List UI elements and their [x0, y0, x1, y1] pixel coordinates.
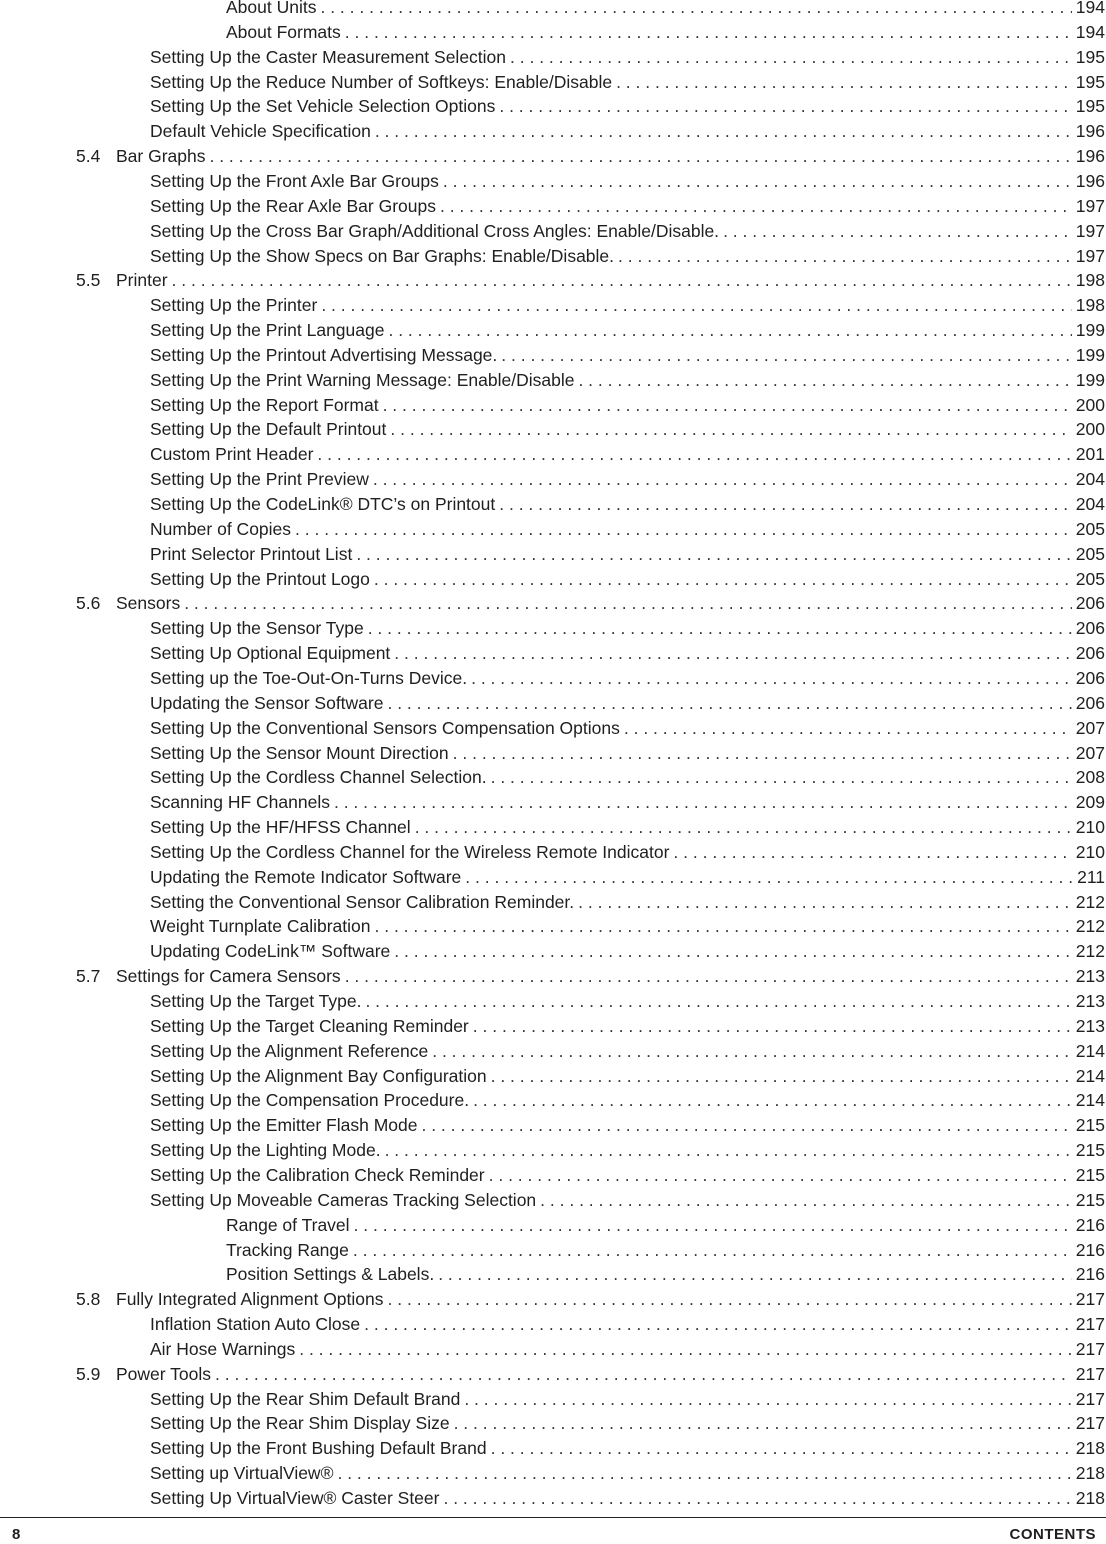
toc-entry-title: Fully Integrated Alignment Options — [116, 1289, 384, 1310]
toc-dot-leader — [334, 790, 1072, 815]
toc-entry[interactable] — [226, 1213, 1105, 1238]
toc-entry[interactable] — [150, 94, 1105, 119]
footer-page-number: 8 — [12, 1526, 21, 1543]
toc-page-number: 217 — [1075, 1413, 1105, 1434]
toc-page-number: 213 — [1075, 966, 1105, 987]
toc-page-number: 212 — [1075, 941, 1105, 962]
toc-page-number: 217 — [1075, 1388, 1105, 1409]
toc-dot-leader — [489, 1163, 1072, 1188]
toc-entry-title: Setting Up VirtualView® Caster Steer — [150, 1488, 440, 1508]
toc-entry[interactable] — [150, 119, 1105, 144]
toc-dot-leader — [394, 641, 1072, 666]
toc-entry-title: Inflation Station Auto Close — [150, 1314, 361, 1335]
toc-page-number: 210 — [1075, 817, 1105, 838]
toc-entry-title: Setting Up the HF/HFSS Channel — [150, 817, 411, 838]
toc-page-number: 210 — [1075, 841, 1105, 862]
toc-dot-leader — [454, 1411, 1072, 1436]
toc-dot-leader — [415, 815, 1072, 840]
toc-entry-title: Setting Up the Front Axle Bar Groups — [150, 170, 439, 191]
toc-dot-leader — [345, 964, 1072, 989]
toc-entry[interactable] — [150, 318, 1105, 343]
toc-dot-leader — [473, 1088, 1072, 1113]
toc-dot-leader — [368, 616, 1072, 641]
toc-entry[interactable] — [150, 616, 1105, 641]
toc-page-number: 209 — [1075, 792, 1105, 813]
toc-page-number: 198 — [1075, 295, 1105, 316]
toc-dot-leader — [364, 1312, 1072, 1337]
toc-dot-leader — [388, 318, 1071, 343]
toc-entry-title: Setting Up the Print Preview — [150, 469, 369, 490]
toc-dot-leader — [356, 542, 1071, 567]
toc-entry-title: Setting Up the Target Type. — [150, 991, 362, 1011]
toc-entry[interactable] — [150, 219, 1105, 244]
toc-dot-leader — [317, 442, 1071, 467]
toc-dot-leader — [618, 244, 1072, 269]
toc-entry[interactable] — [150, 393, 1105, 418]
toc-entry-title: Setting Up the Rear Shim Default Brand — [150, 1388, 461, 1409]
toc-entry-title: Setting Up the Set Vehicle Selection Options — [150, 96, 496, 117]
toc-entry-title: Range of Travel — [226, 1214, 350, 1235]
toc-dot-leader — [465, 865, 1073, 890]
toc-dot-leader — [388, 1287, 1072, 1312]
toc-entry[interactable] — [150, 1312, 1105, 1337]
toc-entry[interactable] — [150, 194, 1105, 219]
toc-entry[interactable] — [150, 1014, 1105, 1039]
toc-entry[interactable] — [226, 0, 1105, 20]
toc-dot-leader — [723, 219, 1072, 244]
toc-entry[interactable] — [150, 293, 1105, 318]
toc-entry[interactable] — [150, 1113, 1105, 1138]
toc-entry[interactable] — [226, 1238, 1105, 1263]
toc-page-number: 195 — [1075, 71, 1105, 92]
toc-dot-leader — [394, 939, 1072, 964]
toc-entry-title: Setting Up the Print Warning Message: Enable/Disable — [150, 369, 575, 390]
toc-dot-leader — [491, 1064, 1072, 1089]
toc-entry[interactable] — [150, 914, 1105, 939]
toc-entry-title: Setting Up the Alignment Reference — [150, 1040, 429, 1061]
toc-page-number: 213 — [1075, 991, 1105, 1011]
toc-dot-leader — [387, 691, 1071, 716]
toc-dot-leader — [299, 1337, 1072, 1362]
toc-entry[interactable] — [150, 1188, 1105, 1213]
toc-entry[interactable] — [150, 865, 1105, 890]
toc-section-number: 5.9 — [76, 1363, 101, 1384]
toc-dot-leader — [337, 1461, 1071, 1486]
toc-dot-leader — [578, 368, 1071, 393]
toc-entry-title: Sensors — [116, 593, 181, 614]
toc-entry[interactable] — [150, 1163, 1105, 1188]
toc-entry-title: Setting up the Toe-Out-On-Turns Device. — [150, 667, 468, 688]
toc-entry[interactable] — [150, 517, 1105, 542]
toc-page-number: 217 — [1075, 1338, 1105, 1359]
toc-entry[interactable] — [150, 1088, 1105, 1113]
toc-page-number: 196 — [1075, 121, 1105, 142]
toc-dot-leader — [390, 417, 1071, 442]
toc-entry[interactable] — [76, 1362, 1105, 1387]
toc-dot-leader — [172, 268, 1072, 293]
toc-dot-leader — [365, 989, 1071, 1014]
toc-entry[interactable] — [150, 765, 1105, 790]
toc-page-number: 199 — [1075, 344, 1105, 365]
toc-page-number: 197 — [1075, 220, 1105, 241]
toc-entry-title: Default Vehicle Specification — [150, 121, 371, 142]
toc-entry-title: Setting Up the Printout Logo — [150, 568, 370, 589]
toc-entry-title: Setting Up the Sensor Type — [150, 618, 364, 639]
toc-entry-title: Setting Up Optional Equipment — [150, 643, 391, 664]
toc-entry-title: Updating the Sensor Software — [150, 692, 384, 713]
toc-entry-title: Setting Up the Caster Measurement Selection — [150, 46, 507, 67]
toc-page-number: 217 — [1075, 1289, 1105, 1310]
toc-entry[interactable] — [76, 268, 1105, 293]
toc-dot-leader — [464, 1387, 1071, 1412]
toc-entry-title: Position Settings & Labels. — [226, 1264, 435, 1285]
toc-entry[interactable] — [150, 1486, 1105, 1511]
toc-page-number: 196 — [1075, 146, 1105, 167]
toc-page-number: 197 — [1075, 245, 1105, 266]
toc-page-number: 215 — [1075, 1115, 1105, 1136]
toc-entry[interactable] — [150, 1337, 1105, 1362]
toc-dot-leader — [578, 890, 1072, 915]
toc-entry-title: Setting Up the Rear Axle Bar Groups — [150, 195, 436, 216]
toc-entry-title: Print Selector Printout List — [150, 543, 353, 564]
toc-dot-leader — [375, 119, 1072, 144]
toc-entry-title: Settings for Camera Sensors — [116, 966, 341, 987]
toc-dot-leader — [443, 169, 1072, 194]
toc-page-number: 197 — [1075, 195, 1105, 216]
toc-page-number: 204 — [1075, 494, 1105, 514]
toc-entry[interactable] — [150, 542, 1105, 567]
toc-page-number: 206 — [1075, 667, 1105, 688]
toc-dot-leader — [373, 467, 1072, 492]
toc-page-number: 211 — [1077, 866, 1105, 887]
toc-page-number: 212 — [1075, 916, 1105, 937]
toc-entry-title: Setting Up the Print Language — [150, 320, 385, 341]
toc-dot-leader — [209, 144, 1071, 169]
toc-entry-title: Setting Up the Alignment Bay Configuration — [150, 1065, 487, 1086]
toc-page-number: 214 — [1075, 1065, 1105, 1086]
toc-entry-title: Power Tools — [116, 1363, 212, 1384]
toc-dot-leader — [501, 343, 1072, 368]
toc-page-number: 206 — [1075, 618, 1105, 639]
toc-dot-leader — [471, 666, 1072, 691]
toc-dot-leader — [438, 1262, 1072, 1287]
toc-entry[interactable] — [150, 417, 1105, 442]
toc-entry[interactable] — [150, 840, 1105, 865]
toc-entry-title: Setting Up the Lighting Mode. — [150, 1140, 381, 1161]
toc-entry[interactable] — [76, 144, 1105, 169]
toc-dot-leader — [385, 1138, 1072, 1163]
toc-page-number: 195 — [1075, 46, 1105, 67]
toc-dot-leader — [499, 492, 1072, 517]
toc-entry-title: About Formats — [226, 21, 341, 42]
toc-dot-leader — [443, 1486, 1071, 1511]
toc-page-number: 194 — [1075, 21, 1105, 42]
toc-entry[interactable] — [150, 492, 1105, 517]
toc-entry-title: Setting up VirtualView® — [150, 1463, 334, 1484]
footer-rule — [0, 1517, 1106, 1518]
toc-entry-title: Setting Up the Compensation Procedure. — [150, 1090, 470, 1111]
toc-page-number: 217 — [1075, 1363, 1105, 1384]
toc-entry[interactable] — [150, 790, 1105, 815]
toc-section-number: 5.8 — [76, 1289, 101, 1310]
toc-page-number: 218 — [1075, 1463, 1105, 1484]
footer-section-title: CONTENTS — [1009, 1526, 1096, 1543]
toc-entry-title: Setting Up the Target Cleaning Reminder — [150, 1015, 469, 1036]
toc-dot-leader — [673, 840, 1071, 865]
toc-entry[interactable] — [150, 641, 1105, 666]
toc-entry[interactable] — [150, 343, 1105, 368]
toc-entry-title: Setting Up the Printout Advertising Message. — [150, 344, 498, 365]
toc-dot-leader — [624, 716, 1072, 741]
toc-page-number: 213 — [1075, 1015, 1105, 1036]
toc-entry-title: Updating the Remote Indicator Software — [150, 866, 462, 887]
toc-entry-title: Updating CodeLink™ Software — [150, 941, 391, 962]
toc-page-number: 199 — [1075, 320, 1105, 341]
toc-entry[interactable] — [150, 1387, 1105, 1412]
toc-entry[interactable] — [150, 70, 1105, 95]
toc-entry-title: Custom Print Header — [150, 444, 314, 465]
toc-entry[interactable] — [150, 244, 1105, 269]
toc-entry[interactable] — [76, 591, 1105, 616]
toc-dot-leader — [374, 567, 1072, 592]
toc-entry-title: Setting Up the Printer — [150, 295, 318, 316]
toc-entry-title: Setting the Conventional Sensor Calibration Reminder. — [150, 891, 575, 912]
toc-page-number: 195 — [1075, 96, 1105, 117]
toc-entry[interactable] — [150, 169, 1105, 194]
toc-dot-leader — [491, 1436, 1072, 1461]
toc-entry-title: Setting Up Moveable Cameras Tracking Selection — [150, 1189, 537, 1210]
toc-entry[interactable] — [76, 1287, 1105, 1312]
toc-entry[interactable] — [150, 1461, 1105, 1486]
toc-page-number: 194 — [1075, 0, 1105, 17]
toc-dot-leader — [321, 293, 1071, 318]
toc-entry[interactable] — [150, 1138, 1105, 1163]
toc-entry[interactable] — [150, 442, 1105, 467]
toc-dot-leader — [616, 70, 1072, 95]
toc-entry-title: Air Hose Warnings — [150, 1338, 296, 1359]
toc-entry[interactable] — [150, 45, 1105, 70]
toc-entry[interactable] — [150, 666, 1105, 691]
toc-page-number: 214 — [1075, 1040, 1105, 1061]
toc-dot-leader — [432, 1039, 1072, 1064]
toc-dot-leader — [453, 741, 1072, 766]
toc-page-number: 206 — [1075, 593, 1105, 614]
toc-dot-leader — [421, 1113, 1071, 1138]
toc-entry-title: Setting Up the Emitter Flash Mode — [150, 1115, 418, 1136]
toc-page-number: 200 — [1075, 394, 1105, 415]
toc-section-number: 5.4 — [76, 146, 101, 167]
toc-entry-title: Bar Graphs — [116, 146, 206, 167]
toc-entry[interactable] — [150, 1064, 1105, 1089]
toc-entry[interactable] — [76, 964, 1105, 989]
toc-page-number: 205 — [1075, 568, 1105, 589]
toc-section-number: 5.5 — [76, 270, 101, 291]
toc-entry-title: About Units — [226, 0, 317, 17]
toc-section-number: 5.7 — [76, 966, 101, 987]
toc-entry-title: Setting Up the Calibration Check Reminder — [150, 1164, 485, 1185]
toc-entry[interactable] — [150, 691, 1105, 716]
toc-page-number: 218 — [1075, 1438, 1105, 1459]
toc-dot-leader — [354, 1213, 1072, 1238]
toc-entry[interactable] — [150, 716, 1105, 741]
toc-page-number: 198 — [1075, 270, 1105, 291]
toc-page-number: 215 — [1075, 1164, 1105, 1185]
toc-page-number: 200 — [1075, 419, 1105, 440]
toc-entry[interactable] — [226, 20, 1105, 45]
toc-dot-leader — [184, 591, 1072, 616]
toc-dot-leader — [473, 1014, 1072, 1039]
toc-entry-title: Setting Up the Cordless Channel Selection. — [150, 767, 487, 788]
toc-dot-leader — [345, 20, 1072, 45]
toc-entry[interactable] — [150, 989, 1105, 1014]
toc-entry[interactable] — [150, 939, 1105, 964]
toc-page-number: 196 — [1075, 170, 1105, 191]
toc-page-number: 206 — [1075, 643, 1105, 664]
toc-page-number: 214 — [1075, 1090, 1105, 1111]
toc-dot-leader — [375, 914, 1072, 939]
toc-page-number: 215 — [1075, 1189, 1105, 1210]
toc-entry-title: Setting Up the Report Format — [150, 394, 379, 415]
toc-page-number: 205 — [1075, 518, 1105, 539]
toc-dot-leader — [320, 0, 1071, 20]
toc-page-number: 201 — [1075, 444, 1105, 465]
toc-page-number: 216 — [1075, 1264, 1105, 1285]
toc-entry-title: Setting Up the Cross Bar Graph/Additional Cross Angles: Enable/Disable. — [150, 220, 720, 241]
toc-page-number: 205 — [1075, 543, 1105, 564]
toc-entry[interactable] — [150, 741, 1105, 766]
toc-entry-title: Setting Up the Cordless Channel for the Wireless Remote Indicator — [150, 841, 670, 862]
toc-entry[interactable] — [150, 567, 1105, 592]
toc-dot-leader — [353, 1238, 1072, 1263]
toc-entry[interactable] — [150, 890, 1105, 915]
toc-entry-title: Scanning HF Channels — [150, 792, 330, 813]
toc-entry-title: Setting Up the Default Printout — [150, 419, 387, 440]
toc-page-number: 217 — [1075, 1314, 1105, 1335]
toc-page-number: 204 — [1075, 469, 1105, 490]
toc-entry[interactable] — [150, 1436, 1105, 1461]
toc-page-number: 212 — [1075, 891, 1105, 912]
toc-dot-leader — [383, 393, 1072, 418]
toc-dot-leader — [215, 1362, 1072, 1387]
toc-entry-title: Setting Up the Reduce Number of Softkeys: Enable/Disable — [150, 71, 613, 92]
toc-entry-title: Setting Up the Show Specs on Bar Graphs: Enable/Disable. — [150, 245, 615, 266]
toc-page-number: 216 — [1075, 1239, 1105, 1260]
toc-page-number: 207 — [1075, 742, 1105, 763]
toc-dot-leader — [295, 517, 1072, 542]
toc-entry[interactable] — [150, 368, 1105, 393]
toc-dot-leader — [540, 1188, 1072, 1213]
toc-entry[interactable] — [150, 1411, 1105, 1436]
toc-entry-title: Setting Up the Rear Shim Display Size — [150, 1413, 450, 1434]
toc-entry-title: Number of Copies — [150, 518, 292, 539]
toc-entry[interactable] — [226, 1262, 1105, 1287]
toc-entry-title: Setting Up the Conventional Sensors Compensation Options — [150, 717, 620, 738]
toc-page-number: 207 — [1075, 717, 1105, 738]
toc-entry-title: Weight Turnplate Calibration — [150, 916, 371, 937]
toc-entry[interactable] — [150, 1039, 1105, 1064]
toc-entry-title: Setting Up the Front Bushing Default Brand — [150, 1438, 487, 1459]
toc-page-number: 199 — [1075, 369, 1105, 390]
toc-page-number: 218 — [1075, 1488, 1105, 1508]
toc-page-number: 215 — [1075, 1140, 1105, 1161]
toc-dot-leader — [499, 94, 1071, 119]
toc-page-number: 216 — [1075, 1214, 1105, 1235]
toc-entry[interactable] — [150, 467, 1105, 492]
toc-entry[interactable] — [150, 815, 1105, 840]
toc-page-number: 206 — [1075, 692, 1105, 713]
toc-dot-leader — [491, 765, 1072, 790]
toc-dot-leader — [510, 45, 1072, 70]
toc-dot-leader — [440, 194, 1072, 219]
toc-entry-title: Tracking Range — [226, 1239, 349, 1260]
toc-entry-title: Printer — [116, 270, 168, 291]
toc-page-number: 208 — [1075, 767, 1105, 788]
toc-section-number: 5.6 — [76, 593, 101, 614]
toc-entry-title: Setting Up the Sensor Mount Direction — [150, 742, 449, 763]
toc-entry-title: Setting Up the CodeLink® DTC’s on Printout — [150, 494, 496, 514]
